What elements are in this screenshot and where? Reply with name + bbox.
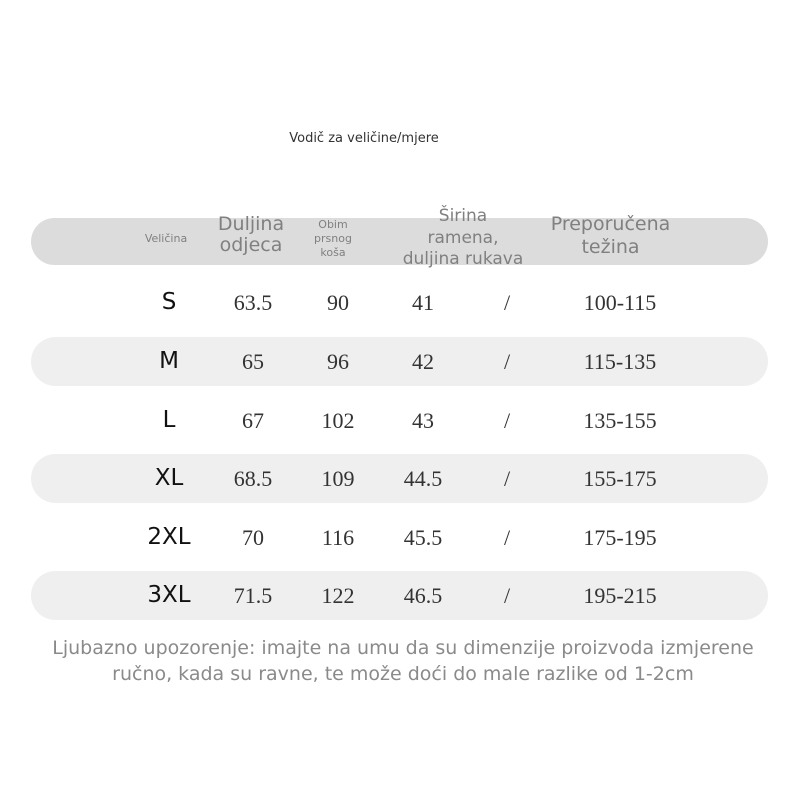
page-title: Vodič za veličine/mjere xyxy=(289,131,439,146)
cell-weight: 155-175 xyxy=(583,466,657,491)
cell-length: 65 xyxy=(242,349,264,374)
note-line1: Ljubazno upozorenje: imajte na umu da su dimenzije proizvoda izmjerene xyxy=(52,637,754,659)
header-shoulder-sleeve xyxy=(388,206,538,271)
header-length xyxy=(207,214,295,256)
cell-bust: 122 xyxy=(321,583,355,608)
table-row xyxy=(31,278,768,327)
header-bust-line3: koša xyxy=(320,245,346,259)
cell-sleeve: / xyxy=(503,583,511,608)
cell-length: 68.5 xyxy=(233,466,273,491)
header-size: Veličina xyxy=(144,232,188,245)
cell-weight: 175-195 xyxy=(583,525,657,550)
cell-size: XL xyxy=(154,465,184,491)
header-bust xyxy=(303,218,363,259)
cell-shoulder: 46.5 xyxy=(403,583,443,608)
cell-weight: 100-115 xyxy=(583,290,657,315)
cell-size: 3XL xyxy=(147,582,191,608)
cell-length: 67 xyxy=(242,408,264,433)
header-weight xyxy=(538,213,683,259)
cell-sleeve: / xyxy=(503,466,511,491)
cell-length: 71.5 xyxy=(233,583,273,608)
header-weight-line1: Preporučena xyxy=(550,213,671,235)
header-shoulder-line3: duljina rukava xyxy=(402,249,524,270)
table-row xyxy=(31,396,768,445)
cell-length: 63.5 xyxy=(233,290,273,315)
cell-sleeve: / xyxy=(503,290,511,315)
cell-shoulder: 43 xyxy=(412,408,434,433)
cell-sleeve: / xyxy=(503,525,511,550)
table-row xyxy=(31,454,768,503)
cell-bust: 96 xyxy=(327,349,349,374)
cell-bust: 116 xyxy=(321,525,355,550)
cell-size: L xyxy=(162,407,176,433)
cell-bust: 90 xyxy=(327,290,349,315)
table-row xyxy=(31,571,768,620)
table-row xyxy=(31,337,768,386)
cell-length: 70 xyxy=(242,525,264,550)
cell-shoulder: 42 xyxy=(412,349,434,374)
measurement-note xyxy=(20,635,786,687)
cell-shoulder: 41 xyxy=(412,290,434,315)
header-length-line1: Duljina xyxy=(217,213,285,235)
header-bust-line2: prsnog xyxy=(314,231,352,245)
header-weight-line2: težina xyxy=(581,235,640,258)
cell-size: S xyxy=(161,289,177,315)
header-shoulder-line2: ramena, xyxy=(427,227,499,248)
cell-bust: 109 xyxy=(321,466,355,491)
cell-weight: 135-155 xyxy=(583,408,657,433)
cell-size: 2XL xyxy=(147,524,191,550)
cell-sleeve: / xyxy=(503,408,511,433)
header-shoulder-line1: Širina xyxy=(438,206,488,226)
cell-bust: 102 xyxy=(321,408,355,433)
cell-sleeve: / xyxy=(503,349,511,374)
header-bust-line1: Obim xyxy=(318,218,348,231)
header-length-line2: odjeca xyxy=(219,233,283,256)
cell-shoulder: 45.5 xyxy=(403,525,443,550)
cell-size: M xyxy=(159,348,179,374)
cell-weight: 115-135 xyxy=(583,349,657,374)
table-row xyxy=(31,513,768,562)
cell-weight: 195-215 xyxy=(583,583,657,608)
note-line2: ručno, kada su ravne, te može doći do male razlike od 1-2cm xyxy=(112,663,694,685)
cell-shoulder: 44.5 xyxy=(403,466,443,491)
